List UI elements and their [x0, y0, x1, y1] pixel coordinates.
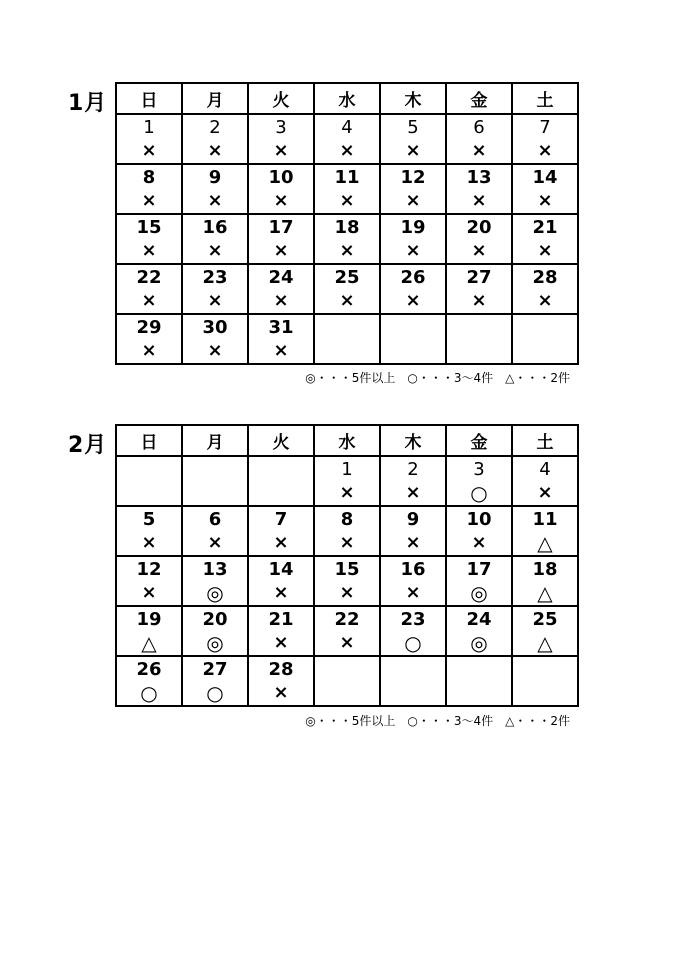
day-number: 19: [400, 217, 426, 238]
day-cell: [248, 456, 314, 506]
availability-mark: △: [141, 631, 157, 655]
availability-mark: ×: [405, 582, 421, 603]
day-number: 6: [473, 117, 485, 138]
day-number: 13: [202, 559, 228, 580]
day-number: 14: [532, 167, 558, 188]
day-number: 11: [334, 167, 360, 188]
availability-mark: ×: [207, 532, 223, 553]
availability-mark: △: [537, 581, 553, 605]
day-cell: [182, 314, 248, 364]
weekday-header: 水: [314, 425, 380, 456]
weekday-header: 月: [182, 83, 248, 114]
week-row: [116, 314, 578, 364]
availability-mark: ○: [470, 481, 488, 505]
availability-mark: ×: [273, 582, 289, 603]
weekday-header: 金: [446, 425, 512, 456]
availability-mark: ×: [339, 532, 355, 553]
day-cell: [446, 656, 512, 706]
day-cell: [116, 164, 182, 214]
day-cell: [116, 606, 182, 656]
day-number: 3: [275, 117, 287, 138]
availability-mark: ×: [273, 532, 289, 553]
day-cell: [314, 506, 380, 556]
day-number: 5: [142, 509, 156, 530]
day-number: 7: [274, 509, 288, 530]
month-label: 1月: [68, 91, 108, 116]
availability-mark: ×: [405, 140, 421, 161]
day-cell: [380, 656, 446, 706]
day-cell: [380, 556, 446, 606]
availability-mark: ×: [471, 532, 487, 553]
day-cell: [248, 506, 314, 556]
day-cell: [116, 556, 182, 606]
availability-mark: ×: [339, 240, 355, 261]
day-cell: [446, 264, 512, 314]
availability-mark: ×: [405, 290, 421, 311]
day-number: 20: [466, 217, 492, 238]
day-number: 7: [539, 117, 551, 138]
day-number: 12: [136, 559, 162, 580]
week-row: [116, 456, 578, 506]
day-cell: [182, 506, 248, 556]
availability-mark: ×: [339, 582, 355, 603]
day-cell: [182, 656, 248, 706]
day-cell: [512, 656, 578, 706]
day-number: 27: [202, 659, 228, 680]
availability-mark: ×: [405, 240, 421, 261]
day-cell: [116, 506, 182, 556]
day-cell: [512, 114, 578, 164]
day-cell: [380, 506, 446, 556]
day-number: 24: [466, 609, 492, 630]
day-cell: [182, 556, 248, 606]
day-number: 17: [268, 217, 294, 238]
day-cell: [248, 556, 314, 606]
weekday-header: 木: [380, 83, 446, 114]
day-cell: [116, 314, 182, 364]
legend: ◎・・・5件以上 ○・・・3～4件 △・・・2件: [305, 714, 570, 728]
day-cell: [446, 164, 512, 214]
day-number: 19: [136, 609, 162, 630]
day-cell: [116, 214, 182, 264]
day-number: 10: [466, 509, 492, 530]
day-number: 3: [473, 459, 485, 480]
day-number: 2: [407, 459, 419, 480]
availability-mark: ◎: [470, 631, 488, 655]
day-number: 26: [136, 659, 162, 680]
day-cell: [182, 164, 248, 214]
availability-mark: ○: [404, 631, 422, 655]
day-number: 12: [400, 167, 426, 188]
day-cell: [248, 314, 314, 364]
day-cell: [248, 114, 314, 164]
day-cell: [314, 114, 380, 164]
day-cell: [380, 214, 446, 264]
availability-mark: ×: [141, 290, 157, 311]
week-row: [116, 506, 578, 556]
availability-mark: ×: [141, 140, 157, 161]
availability-mark: ×: [405, 532, 421, 553]
day-cell: [116, 656, 182, 706]
availability-mark: ×: [537, 140, 553, 161]
day-number: 15: [136, 217, 162, 238]
availability-mark: ◎: [206, 581, 224, 605]
availability-mark: ×: [537, 240, 553, 261]
availability-mark: ×: [471, 290, 487, 311]
day-number: 25: [532, 609, 558, 630]
calendar-table: [115, 82, 579, 365]
availability-mark: ×: [207, 140, 223, 161]
day-cell: [380, 114, 446, 164]
availability-mark: ○: [206, 681, 224, 705]
day-number: 9: [208, 167, 222, 188]
day-cell: [446, 506, 512, 556]
week-row: [116, 214, 578, 264]
day-number: 24: [268, 267, 294, 288]
day-number: 6: [208, 509, 222, 530]
day-cell: [512, 506, 578, 556]
month-label: 2月: [68, 433, 108, 458]
weekday-header: 日: [116, 83, 182, 114]
day-cell: [380, 314, 446, 364]
availability-mark: ×: [471, 140, 487, 161]
weekday-header-row: [116, 83, 578, 114]
day-number: 28: [268, 659, 294, 680]
availability-mark: ×: [273, 140, 289, 161]
day-number: 11: [532, 509, 558, 530]
day-number: 1: [341, 459, 353, 480]
day-cell: [248, 214, 314, 264]
availability-mark: ×: [207, 340, 223, 361]
day-number: 31: [268, 317, 294, 338]
day-number: 16: [400, 559, 426, 580]
availability-mark: ×: [141, 190, 157, 211]
day-cell: [314, 264, 380, 314]
day-number: 18: [334, 217, 360, 238]
availability-mark: ×: [471, 190, 487, 211]
day-cell: [512, 556, 578, 606]
availability-mark: ○: [140, 681, 158, 705]
day-number: 4: [539, 459, 551, 480]
day-number: 29: [136, 317, 162, 338]
day-cell: [248, 606, 314, 656]
day-cell: [116, 264, 182, 314]
day-cell: [512, 164, 578, 214]
day-cell: [314, 606, 380, 656]
availability-mark: ×: [273, 290, 289, 311]
day-cell: [380, 264, 446, 314]
weekday-header: 土: [512, 425, 578, 456]
calendar-table: [115, 424, 579, 707]
day-cell: [446, 114, 512, 164]
availability-mark: ◎: [470, 581, 488, 605]
availability-mark: ×: [207, 240, 223, 261]
week-row: [116, 556, 578, 606]
week-row: [116, 114, 578, 164]
day-cell: [314, 656, 380, 706]
availability-mark: ×: [471, 240, 487, 261]
day-number: 16: [202, 217, 228, 238]
day-cell: [248, 264, 314, 314]
day-number: 8: [340, 509, 354, 530]
day-cell: [446, 214, 512, 264]
availability-mark: ×: [141, 240, 157, 261]
availability-mark: ×: [537, 482, 553, 503]
day-number: 30: [202, 317, 228, 338]
day-number: 23: [202, 267, 228, 288]
day-number: 28: [532, 267, 558, 288]
day-cell: [512, 606, 578, 656]
day-cell: [314, 456, 380, 506]
day-cell: [512, 214, 578, 264]
day-cell: [314, 314, 380, 364]
day-cell: [116, 114, 182, 164]
availability-mark: ×: [405, 482, 421, 503]
day-cell: [314, 164, 380, 214]
day-cell: [512, 314, 578, 364]
availability-mark: ×: [273, 632, 289, 653]
weekday-header-row: [116, 425, 578, 456]
day-number: 1: [143, 117, 155, 138]
availability-mark: ×: [339, 190, 355, 211]
availability-mark: ×: [273, 682, 289, 703]
week-row: [116, 164, 578, 214]
day-number: 23: [400, 609, 426, 630]
day-cell: [512, 456, 578, 506]
day-number: 14: [268, 559, 294, 580]
day-cell: [446, 456, 512, 506]
availability-mark: ×: [405, 190, 421, 211]
availability-mark: △: [537, 631, 553, 655]
day-cell: [182, 456, 248, 506]
day-cell: [248, 656, 314, 706]
weekday-header: 水: [314, 83, 380, 114]
day-cell: [182, 606, 248, 656]
weekday-header: 火: [248, 83, 314, 114]
day-cell: [182, 264, 248, 314]
day-cell: [446, 606, 512, 656]
day-number: 21: [268, 609, 294, 630]
availability-mark: ×: [339, 632, 355, 653]
weekday-header: 土: [512, 83, 578, 114]
day-cell: [314, 214, 380, 264]
week-row: [116, 656, 578, 706]
day-cell: [116, 456, 182, 506]
day-number: 20: [202, 609, 228, 630]
availability-mark: ×: [207, 290, 223, 311]
day-number: 4: [341, 117, 353, 138]
availability-mark: ×: [141, 532, 157, 553]
week-row: [116, 606, 578, 656]
availability-mark: ◎: [206, 631, 224, 655]
day-cell: [380, 164, 446, 214]
day-cell: [512, 264, 578, 314]
day-cell: [446, 556, 512, 606]
day-number: 17: [466, 559, 492, 580]
week-row: [116, 264, 578, 314]
availability-mark: ×: [537, 190, 553, 211]
weekday-header: 金: [446, 83, 512, 114]
availability-mark: ×: [273, 240, 289, 261]
day-cell: [380, 456, 446, 506]
day-cell: [248, 164, 314, 214]
availability-mark: ×: [339, 140, 355, 161]
day-cell: [380, 606, 446, 656]
legend: ◎・・・5件以上 ○・・・3～4件 △・・・2件: [305, 371, 570, 385]
weekday-header: 日: [116, 425, 182, 456]
availability-mark: ×: [207, 190, 223, 211]
day-number: 13: [466, 167, 492, 188]
day-number: 26: [400, 267, 426, 288]
weekday-header: 火: [248, 425, 314, 456]
weekday-header: 月: [182, 425, 248, 456]
day-number: 22: [334, 609, 360, 630]
day-cell: [446, 314, 512, 364]
availability-mark: △: [537, 531, 553, 555]
day-number: 8: [142, 167, 156, 188]
day-cell: [314, 556, 380, 606]
day-number: 9: [406, 509, 420, 530]
availability-mark: ×: [141, 582, 157, 603]
day-number: 27: [466, 267, 492, 288]
availability-mark: ×: [273, 340, 289, 361]
availability-mark: ×: [339, 290, 355, 311]
availability-mark: ×: [273, 190, 289, 211]
day-number: 10: [268, 167, 294, 188]
availability-mark: ×: [537, 290, 553, 311]
day-number: 25: [334, 267, 360, 288]
day-number: 18: [532, 559, 558, 580]
day-number: 5: [407, 117, 419, 138]
weekday-header: 木: [380, 425, 446, 456]
availability-mark: ×: [339, 482, 355, 503]
day-number: 2: [209, 117, 221, 138]
day-number: 22: [136, 267, 162, 288]
day-cell: [182, 114, 248, 164]
day-number: 15: [334, 559, 360, 580]
day-number: 21: [532, 217, 558, 238]
availability-mark: ×: [141, 340, 157, 361]
day-cell: [182, 214, 248, 264]
